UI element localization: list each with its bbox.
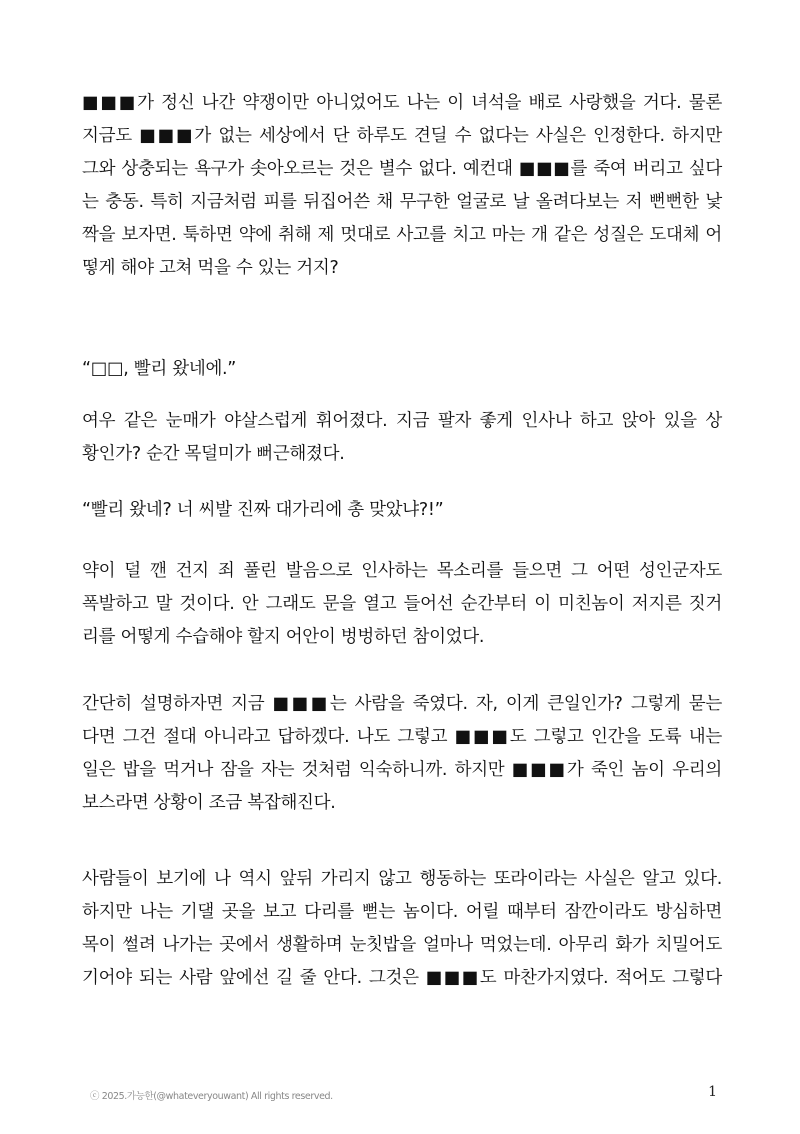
paragraph-5 [82,555,722,654]
paragraph-6 [82,688,722,820]
copyright-notice: ⓒ 2025.가능한(@whateveryouwant) All rights reserved. [90,1091,333,1102]
text-line: 일은 밥을 먹거나 잠을 자는 것처럼 익숙하니까. 하지만 ■■■가 죽인 놈이 우리의 [82,760,722,780]
text-line: 는 충동. 특히 지금처럼 피를 뒤집어쓴 채 무구한 얼굴로 날 올려다보는 저 뻔뻔한 낯 [82,192,722,212]
text-line: 보스라면 상황이 조금 복잡해진다. [82,793,336,813]
page-number: 1 [708,1084,717,1100]
paragraph-2 [82,353,722,386]
text-line: 지금도 ■■■가 없는 세상에서 단 하루도 견딜 수 없다는 사실은 인정한다. 하지만 [82,126,722,146]
paragraph-7 [82,863,722,995]
text-line: 짝을 보자면. 툭하면 약에 취해 제 멋대로 사고를 치고 마는 개 같은 성질은 도대체 어 [82,225,722,245]
text-line: 다면 그건 절대 아니라고 답하겠다. 나도 그렇고 ■■■도 그렇고 인간을 도륙 내는 [82,727,722,747]
paragraph-4 [82,494,722,527]
text-line: 약이 덜 깬 건지 죄 풀린 발음으로 인사하는 목소리를 들으면 그 어떤 성인군자도 [82,561,722,581]
text-line: 떻게 해야 고쳐 먹을 수 있는 거지? [82,258,339,278]
text-line: 간단히 설명하자면 지금 ■■■는 사람을 죽였다. 자, 이게 큰일인가? 그렇게 묻는 [82,694,722,714]
text-line: 하지만 나는 기댈 곳을 보고 다리를 뻗는 놈이다. 어릴 때부터 잠깐이라도 방심하면 [82,902,722,922]
paragraph-3 [82,405,722,471]
text-line: 황인가? 순간 목덜미가 뻐근해졌다. [82,444,345,464]
text-line: 폭발하고 말 것이다. 안 그래도 문을 열고 들어선 순간부터 이 미친놈이 저지른 짓거 [82,594,722,614]
text-line: 여우 같은 눈매가 야살스럽게 휘어졌다. 지금 팔자 좋게 인사나 하고 앉아 있을 상 [82,411,722,431]
text-line: “□□, 빨리 왔네에.” [82,359,237,379]
paragraph-1 [82,87,722,285]
text-line: 리를 어떻게 수습해야 할지 어안이 벙벙하던 참이었다. [82,627,485,647]
text-line: 기어야 되는 사람 앞에선 길 줄 안다. 그것은 ■■■도 마찬가지였다. 적어도 그렇다 [82,968,722,988]
text-line: ■■■가 정신 나간 약쟁이만 아니었어도 나는 이 녀석을 배로 사랑했을 거다. 물론 [82,93,722,113]
text-line: 목이 썰려 나가는 곳에서 생활하며 눈칫밥을 얼마나 먹었는데. 아무리 화가 치밀어도 [82,935,722,955]
text-line: “빨리 왔네? 너 씨발 진짜 대가리에 총 맞았냐?!” [82,500,444,520]
text-line: 사람들이 보기에 나 역시 앞뒤 가리지 않고 행동하는 또라이라는 사실은 알고 있다. [82,869,722,889]
text-line: 그와 상충되는 욕구가 솟아오르는 것은 별수 없다. 예컨대 ■■■를 죽여 버리고 싶다 [82,159,722,179]
